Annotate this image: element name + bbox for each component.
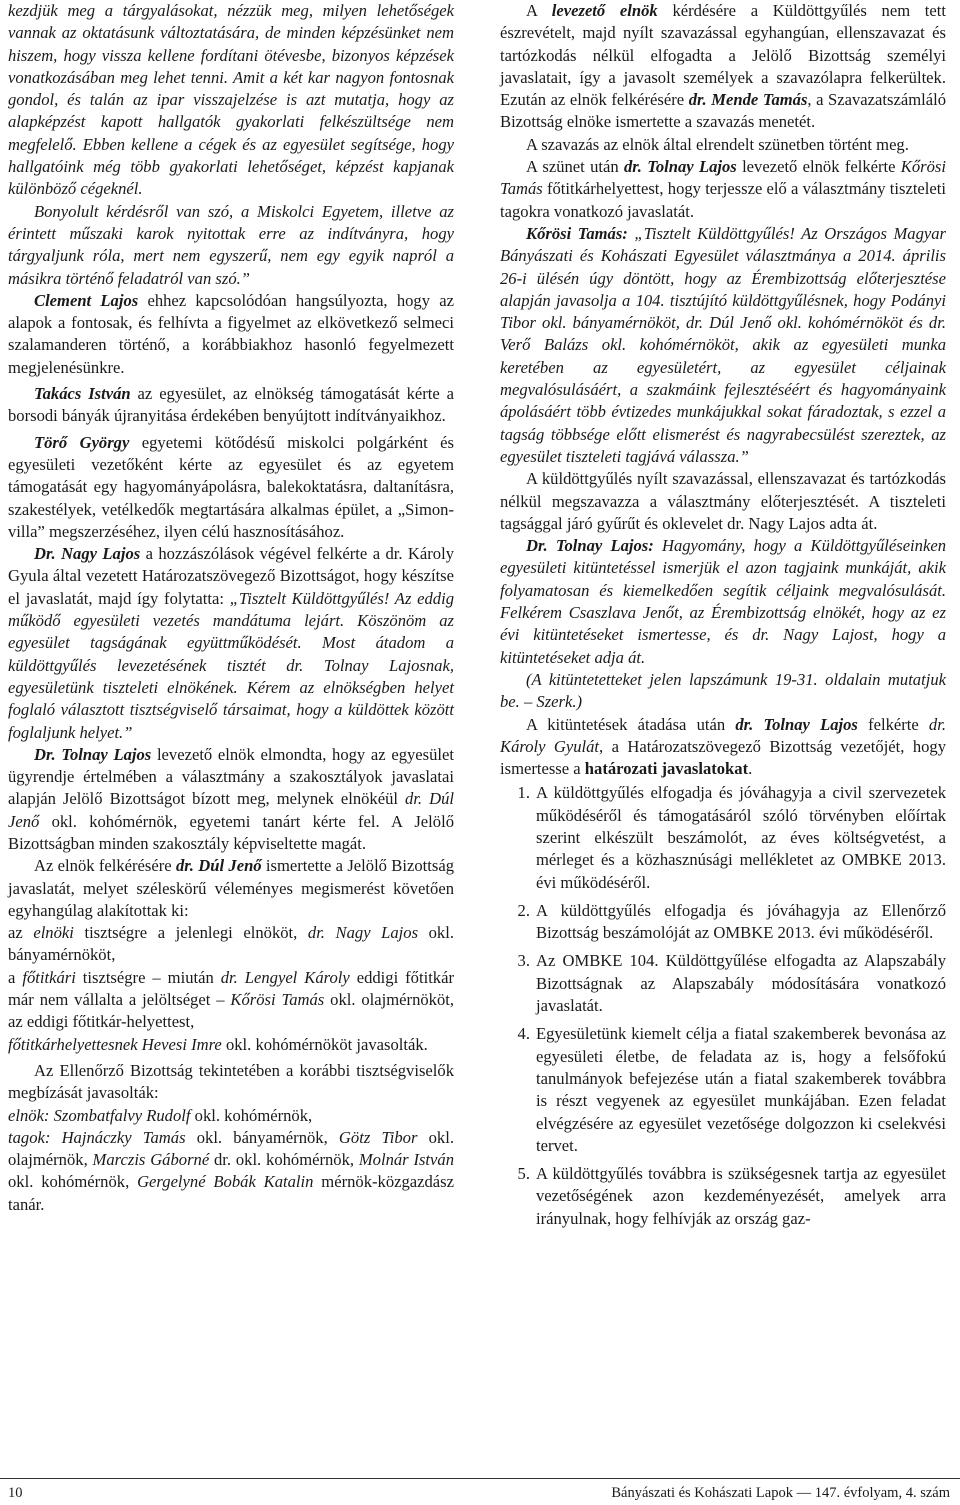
page-footer	[0, 1478, 960, 1505]
nomination-line: főtitkárhelyettesnek Hevesi Imre okl. kohómérnököt javasolták.	[8, 1034, 428, 1054]
quote-text: „Tisztelt Küldöttgyűlés! Az eddig működő egyesületi vezetés mandátuma lejárt. Köszönöm az egyesület tagságának együttműködését. Most átadom a küldöttgyűlés levezetésének tisztét dr. Tolnay Lajosnak, egyesületünk tiszteleti elnökének. Kérem az elnökségben helyet foglaló választott tisztségviselő társaimat, hogy a küldöttek között foglaljunk helyet.”	[8, 588, 454, 742]
list-item: 5. A küldöttgyűlés továbbra is szükségesnek tartja az egyesület vezetőségének azon kezdeményezését, amelyek arra irányulnak, hogy felhívják az ország gaz-	[517, 1164, 946, 1228]
speaker-name: Törő György	[34, 432, 130, 452]
speaker-name: Takács István	[34, 384, 131, 404]
paragraph-text: okl. kohómérnök, egyetemi tanárt kérte fel. A Jelölő Bizottságban minden szakosztály képviseltette magát.	[8, 811, 454, 853]
right-column	[500, 0, 946, 1236]
page-number: 10	[8, 1485, 23, 1501]
paragraph-text: egyetemi kötődésű miskolci polgárként és egyesületi vezetőként kérte az egyesület és az egyetem támogatását egy hagyományápolásra, balekoktatásra, daltanításra, szakestélyek, vetélkedők megtartására alkalmas épület, a „Simon-villa” megszerzéséhez, ilyen célú hasznosításához.	[8, 432, 454, 541]
paragraph: Az Ellenőrző Bizottság tekintetében a korábbi tisztségviselők megbízását javasolták:	[8, 1060, 454, 1103]
speaker-name: Dr. Nagy Lajos	[34, 544, 141, 564]
journal-title: Bányászati és Kohászati Lapok — 147. évfolyam, 4. szám	[611, 1485, 950, 1501]
paragraph	[8, 855, 454, 922]
paragraph	[8, 744, 454, 855]
paragraph	[8, 383, 454, 428]
left-column	[8, 0, 454, 1216]
paragraph: (A kitüntetetteket jelen lapszámunk 19-31. oldalain mutatjuk be. – Szerk.)	[500, 669, 946, 712]
speaker-name: Clement Lajos	[34, 290, 139, 310]
nomination-line: a főtitkári tisztségre – miután dr. Lengyel Károly eddigi főtitkár már nem vállalta a jelöltséget – Kőrösi Tamás okl. olajmérnököt, az eddigi főtitkár-helyettest,	[8, 967, 455, 1032]
list-item: 3. Az OMBKE 104. Küldöttgyűlése elfogadta az Alapszabály Bizottságnak az Alapszabály módosítására vonatkozó javaslatát.	[517, 951, 946, 1016]
paragraph-text: a hozzászólások végével felkérte a dr. Károly Gyula által vezetett Határozatszövegező Bizottságot, hogy készítse el javaslatát, majd így folytatta:	[8, 544, 454, 608]
resolution-list	[500, 782, 946, 1230]
paragraph	[8, 432, 454, 543]
paragraph: Bonyolult kérdésről van szó, a Miskolci Egyetem, illetve az érintett műszaki karok nyitottak erre az indítványra, hogy tárgyaljunk róla, mert nem egyszerű, nem egy egyik napról a másikra történő feladatról van szó.”	[8, 201, 454, 288]
paragraph: Kőrösi Tamás: „Tisztelt Küldöttgyűlés! Az Országos Magyar Bányászati és Kohászati Egyesület választmánya a 2014. április 26-i ülésén úgy döntött, hogy az Érembizottság előterjesztése alapján javasolja a 104. tisztújító küldöttgyűlésnek, hogy Podányi Tibor okl. bányamérnököt, dr. Dúl Jenő okl. kohómérnököt és dr. Verő Balázs okl. kohómérnököt, akik az egyesületi munka keretében az egyesületért, az egyesület céljainak megvalósulásáért, a szakmáink fejlesztéséért és hagyományaink ápolásáért több évtizedes munkájukkal sokat fáradoztak, s ezzel a tagság többsége előtt elismerést és nagyrabecsülést szereztek, az egyesület tiszteleti tagjává válassza.”	[500, 223, 947, 466]
paragraph: A levezető elnök kérdésére a Küldöttgyűlés nem tett észrevételt, majd nyílt szavazással egyhangúan, ellenszavazat és tartózkodás nélkül elfogadta a Jelölő Bizottság személyi javaslatait, így a javasolt személyek a szavazólapra felkerültek. Ezután az elnök felkérésére dr. Mende Tamás, a Szavazatszámláló Bizottság elnöke ismertette a szavazás menetét.	[500, 1, 947, 132]
paragraph: A szavazás az elnök által elrendelt szünetben történt meg.	[526, 134, 909, 154]
speaker-name: Dr. Tolnay Lajos	[34, 744, 152, 764]
paragraph-text: ismertette a Jelölő Bizottság javaslatát, melyet széleskörű véleményes megismerést követően egyhangúlag alakítottak ki:	[8, 856, 454, 920]
paragraph: A kitüntetések átadása után dr. Tolnay Lajos felkérte dr. Károly Gyulát, a Határozatszövegező Bizottság vezetőjét, hogy ismertesse a határozati javaslatokat.	[500, 714, 947, 779]
paragraph-text: Az elnök felkérésére	[34, 856, 176, 876]
person-name: dr. Dúl Jenő	[8, 789, 454, 831]
paragraph: kezdjük meg a tárgyalásokat, nézzük meg, milyen lehetőségek vannak az oktatásunk változtatására, de minden képzésünket nem hiszem, hogy vissza kellene fordítani ötévesbe, bizonyos képzések vonatkozásában meg lehet tenni. Amit a két kar nagyon fontosnak gondol, és talán az ipar visszajelzése is azt mutatja, hogy az alapképzést kapott hallgatók gyakorlati felkészültsége nem megfelelő. Ebben kellene a cégek és az egyesület segítsége, hogy hallgatóink még több gyakorlati lehetőséget, képzést kapjanak különböző cégeknél.	[8, 1, 454, 199]
paragraph: A küldöttgyűlés nyílt szavazással, ellenszavazat és tartózkodás nélkül megszavazza a választmány előterjesztését. A tiszteleti tagsággal járó gyűrűt és oklevelet dr. Nagy Lajos adta át.	[500, 469, 946, 533]
paragraph: A szünet után dr. Tolnay Lajos levezető elnök felkérte Kőrösi Tamás főtitkárhelyettest, hogy terjessze elő a választmány tiszteleti tagokra vonatkozó javaslatát.	[500, 157, 946, 221]
paragraph	[8, 290, 454, 379]
list-item: 1. A küldöttgyűlés elfogadja és jóváhagyja a civil szervezetek működéséről és támogatásáról szóló törvényben előírtak szerint elkészült beszámolót, az éves költségvetést, a mérleget és a közhasznúsági mellékletet az OMBKE 2013. évi működéséről.	[517, 783, 946, 892]
speaker-name: dr. Dúl Jenő	[175, 856, 262, 876]
paragraph-text: levezető elnök elmondta, hogy az egyesület ügyrendje értelmében a választmány a szakosztályok javaslatai alapján Jelölő Bizottságot bízott meg, melynek elnökéül	[8, 744, 454, 809]
paragraph: Dr. Tolnay Lajos: Hagyomány, hogy a Küldöttgyűléseinken egyesületi kitüntetéssel ismerjük el azon tagjaink munkáját, akik folyamatosan és kiemelkedően segítik céljaink megvalósulását. Felkérem Csaszlava Jenőt, az Érembizottság elnökét, hogy az ez évi kitüntetéseket ismertesse, és dr. Nagy Lajost, hogy a kitüntetéseket adja át.	[500, 536, 946, 667]
nomination-line: tagok: Hajnáczky Tamás okl. bányamérnök, Götz Tibor okl. olajmérnök, Marczis Gáborné dr. okl. kohómérnök, Molnár István okl. kohómérnök, Gergelyné Bobák Katalin mérnök-közgazdász tanár.	[8, 1127, 455, 1214]
list-item: 4. Egyesületünk kiemelt célja a fiatal szakemberek bevonása az egyesületi életbe, de feladata az is, hogy a felsőfokú tanulmányok befejezése után a fiatal szakemberek továbbra is részt vegyenek az egyesület munkájában. Ezen feladat elvégzésére az egyesület vezetősége dolgozzon ki cselekvési tervet.	[517, 1024, 946, 1155]
paragraph-text: ehhez kapcsolódóan hangsúlyozta, hogy az alapok a fontosak, és felhívta a figyelmet az elkövetkező selmeci szalamanderen történő, a korábbiakhoz hasonló fegyelmezett megjelenésünkre.	[8, 290, 454, 377]
nomination-line: elnök: Szombatfalvy Rudolf okl. kohómérnök,	[8, 1105, 313, 1125]
nomination-line: az elnöki tisztségre a jelenlegi elnököt, dr. Nagy Lajos okl. bányamérnököt,	[8, 923, 454, 965]
list-item: 2. A küldöttgyűlés elfogadja és jóváhagyja az Ellenőrző Bizottság beszámolóját az OMBKE 2013. évi működéséről.	[517, 900, 946, 943]
paragraph	[8, 543, 454, 744]
paragraph-text: az egyesület, az elnökség támogatását kérte a borsodi bányák újranyitása érdekében benyújtott indítványaikhoz.	[8, 384, 455, 426]
